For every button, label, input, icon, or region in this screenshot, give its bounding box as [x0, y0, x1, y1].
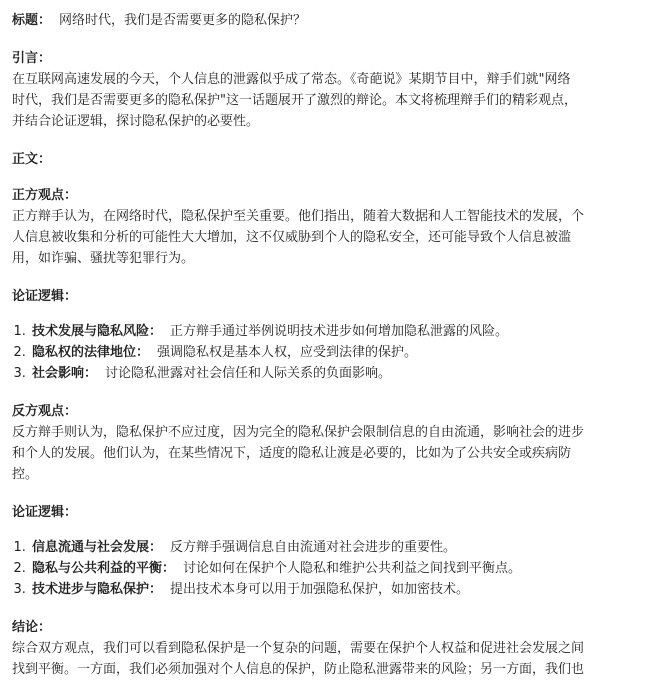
- pro-logic-heading: 论证逻辑：: [12, 289, 78, 304]
- con-logic-heading: 论证逻辑：: [12, 505, 78, 520]
- point-text: 强调隐私权是基本人权，应受到法律的保护。: [157, 345, 418, 360]
- intro-line: 并结合论证逻辑，探讨隐私保护的必要性。: [12, 114, 260, 129]
- conclusion-paragraph: [12, 638, 658, 680]
- point-label: 社会影响：: [32, 366, 98, 381]
- point-text: 正方辩手通过举例说明技术进步如何增加隐私泄露的风险。: [170, 324, 509, 339]
- pro-line: 正方辩手认为，在网络时代，隐私保护至关重要。他们指出，随着大数据和人工智能技术的发展，个: [12, 209, 585, 224]
- point-text: 反方辩手强调信息自由流通对社会进步的重要性。: [170, 540, 457, 555]
- point-label: 隐私与公共利益的平衡：: [32, 561, 176, 576]
- intro-line: 在互联网高速发展的今天，个人信息的泄露似乎成了常态。《奇葩说》某期节目中，辩手们就"网络: [12, 72, 571, 87]
- list-item: [30, 579, 658, 600]
- title-text: 网络时代，我们是否需要更多的隐私保护？: [59, 13, 307, 28]
- point-label: 信息流通与社会发展：: [32, 540, 163, 555]
- point-text: 讨论隐私泄露对社会信任和人际关系的负面影响。: [105, 366, 392, 381]
- point-label: 隐私权的法律地位：: [32, 345, 150, 360]
- body-heading: 正文：: [12, 152, 52, 167]
- intro-heading: 引言：: [12, 51, 52, 66]
- pro-logic-list: [12, 321, 658, 384]
- con-logic-list: [12, 537, 658, 600]
- pro-line: 用，如诈骗、骚扰等犯罪行为。: [12, 251, 195, 266]
- conclusion-heading: 结论：: [12, 620, 52, 635]
- pro-paragraph: [12, 206, 658, 269]
- list-item: [30, 558, 658, 579]
- conclusion-line: 找到平衡。一方面，我们必须加强对个人信息的保护，防止隐私泄露带来的风险；另一方面，我们也: [12, 662, 585, 677]
- pro-heading: 正方观点：: [12, 188, 78, 203]
- list-item: [30, 342, 658, 363]
- con-line: 反方辩手则认为，隐私保护不应过度，因为完全的隐私保护会限制信息的自由流通，影响社会的进步: [12, 425, 585, 440]
- con-line: 控。: [12, 467, 39, 482]
- intro-paragraph: [12, 69, 658, 132]
- intro-line: 时代，我们是否需要更多的隐私保护"这一话题展开了激烈的辩论。本文将梳理辩手们的精彩观点，: [12, 93, 577, 108]
- con-heading: 反方观点：: [12, 404, 78, 419]
- title-line: [12, 10, 658, 31]
- con-line: 和个人的发展。他们认为，在某些情况下，适度的隐私让渡是必要的，比如为了公共安全或疾病防: [12, 446, 572, 461]
- pro-line: 人信息被收集和分析的可能性大大增加，这不仅威胁到个人的隐私安全，还可能导致个人信息被滥: [12, 230, 572, 245]
- point-label: 技术进步与隐私保护：: [32, 582, 163, 597]
- conclusion-line: 综合双方观点，我们可以看到隐私保护是一个复杂的问题，需要在保护个人权益和促进社会发展之间: [12, 641, 585, 656]
- con-paragraph: [12, 422, 658, 485]
- point-text: 提出技术本身可以用于加强隐私保护，如加密技术。: [170, 582, 470, 597]
- list-item: [30, 321, 658, 342]
- title-label: 标题：: [12, 13, 52, 28]
- point-text: 讨论如何在保护个人隐私和维护公共利益之间找到平衡点。: [183, 561, 522, 576]
- list-item: [30, 363, 658, 384]
- list-item: [30, 537, 658, 558]
- point-label: 技术发展与隐私风险：: [32, 324, 163, 339]
